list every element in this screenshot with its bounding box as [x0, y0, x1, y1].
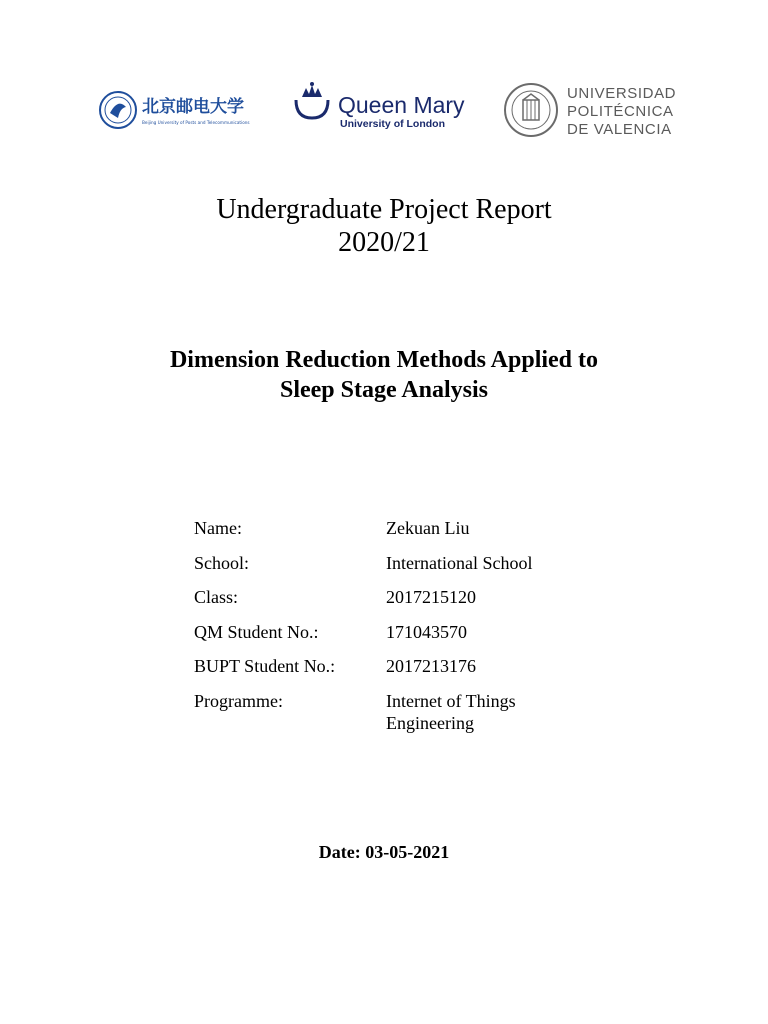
- project-title: [0, 345, 768, 405]
- qm-name: Queen Mary: [338, 92, 465, 118]
- report-title: [0, 193, 768, 259]
- project-title-line-1: Dimension Reduction Methods Applied to: [169, 347, 599, 373]
- logos-row: [98, 80, 678, 140]
- info-value: 171043570: [386, 621, 467, 642]
- upv-line-2: POLITÉCNICA: [567, 103, 674, 120]
- report-title-line-1: Undergraduate Project Report: [216, 194, 552, 225]
- info-label: Name:: [194, 518, 242, 538]
- info-label: School:: [194, 552, 250, 573]
- upv-seal-icon: [503, 82, 559, 138]
- bupt-logo: [98, 80, 263, 140]
- info-label: BUPT Student No.:: [194, 656, 336, 676]
- upv-line-3: DE VALENCIA: [567, 121, 672, 138]
- info-label: Programme:: [194, 690, 283, 711]
- info-value: Zekuan Liu: [386, 518, 470, 538]
- qm-logo: [290, 80, 480, 140]
- report-title-line-2: 2020/21: [338, 227, 430, 258]
- info-label: Class:: [194, 587, 239, 607]
- info-row-bupt-student-no: [194, 655, 614, 677]
- project-title-line-2: Sleep Stage Analysis: [279, 377, 489, 403]
- info-row-qm-student-no: [194, 621, 614, 643]
- qm-subtitle: University of London: [340, 118, 445, 130]
- upv-logo: [503, 80, 683, 140]
- upv-name: [567, 85, 676, 139]
- info-value: International School: [386, 552, 533, 573]
- report-date: Date: 03-05-2021: [318, 842, 450, 862]
- info-value: 2017215120: [386, 587, 476, 607]
- bupt-name-cn: 北京邮电大学: [142, 97, 244, 117]
- info-row-programme: [194, 690, 614, 734]
- info-row-name: [194, 517, 614, 539]
- student-info-table: [194, 517, 614, 746]
- info-label: QM Student No.:: [194, 621, 319, 642]
- info-value: [386, 690, 586, 734]
- bupt-name-en: Beijing University of Posts and Telecommunications: [142, 120, 250, 125]
- programme-line-2: Engineering: [386, 712, 474, 733]
- info-value: 2017213176: [386, 656, 476, 676]
- info-row-class: [194, 586, 614, 608]
- upv-line-1: UNIVERSIDAD: [567, 85, 677, 102]
- programme-line-1: Internet of Things: [386, 690, 516, 711]
- info-row-school: [194, 552, 614, 574]
